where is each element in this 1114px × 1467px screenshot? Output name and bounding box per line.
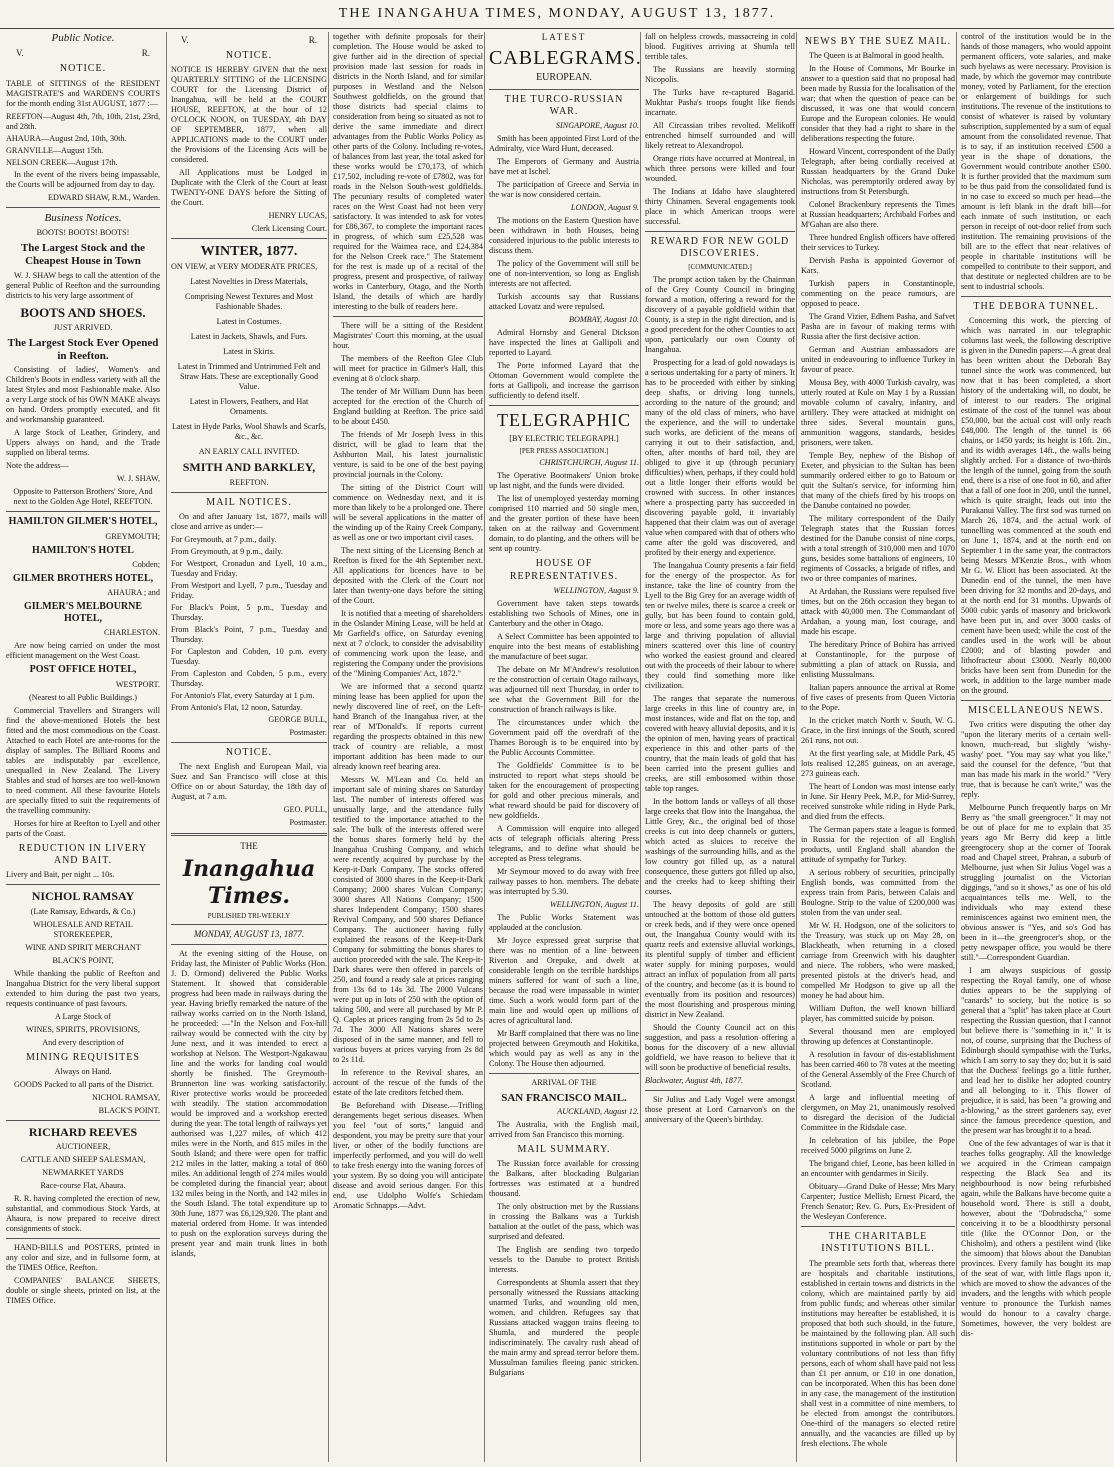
- press-assoc: [PER PRESS ASSOCIATION.]: [519, 446, 609, 455]
- reward-para: The prompt action taken by the Chairman of the Grey County Council in bringing forward a motion, offering a reward for the discovery of a payable goldfield within that County, is a step in the right direction, and is a good precedent for the other Counties to act upon, particularly our own County of Inangahua.: [645, 274, 795, 354]
- bull-title: Postmaster.: [289, 728, 327, 738]
- travellers-text: Commercial Travellers and Strangers will find the above-mentioned Hotels the best fitted and the most commodious on the Coast. Attached to each Hotel are ante-rooms for the display of samples. The Billiard Rooms and tables are indisputably par excellence, unequalled in New Zealand. The Livery Stables and stud of horses are too well-known to need comment. All these favourite Hotels are specially fitted to suit the requirements of the travelling community.: [6, 705, 160, 815]
- reeves-text: R. R. having completed the erection of new, substantial, and commodious Stock Yards, at Ahaura, is now prepared to receive direct consignments of stock.: [6, 1194, 160, 1234]
- divider: [171, 924, 327, 925]
- hotel-melbourne-loc: CHARLESTON.: [103, 628, 160, 638]
- news-item: Admiral Hornsby and General Dickson have inspected the lines at Gallipoli and reported to Layard.: [489, 327, 639, 357]
- winter-item: Latest in Hyde Parks, Wool Shawls and Scarfs, &c., &c.: [171, 422, 327, 442]
- cablegrams-heading: CABLEGRAMS.: [489, 46, 642, 69]
- divider: [6, 1120, 160, 1121]
- news-item: A Select Committee has been appointed to enquire into the best means of establishing the manufacture of beet sugar.: [489, 631, 639, 661]
- sitting-item: NELSON CREEK—August 17th.: [6, 157, 118, 167]
- news-item: The only obstruction met by the Russians in crossing the Balkans was a Turkish battalion at the outlet of the pass, which was surprised and defeated.: [489, 1202, 639, 1242]
- pull-signature: GEO. PULL,: [283, 805, 327, 815]
- post-office-note: (Nearest to all Public Buildings.): [28, 692, 137, 702]
- winter-item: Latest in Skirts.: [223, 347, 275, 357]
- turco-heading: THE TURCO-RUSSIAN WAR.: [504, 93, 624, 117]
- winter-item: Comprising Newest Textures and Most Fashionable Shades.: [185, 292, 313, 312]
- news-item: Mr Seymour moved to do away with free railway passes to hon. members. The debate was interrupted by 5.30.: [489, 866, 639, 896]
- date-line: MONDAY, AUGUST 13, 1877.: [193, 929, 305, 940]
- news-item: The Emperors of Germany and Austria have met at Ischel.: [489, 156, 639, 176]
- nichol-trade2: WINE AND SPIRIT MERCHANT: [25, 942, 141, 952]
- news-item: Smith has been appointed First Lord of the Admiralty, vice Ward Hunt, deceased.: [489, 133, 639, 153]
- large-stock-of: A Large Stock of: [54, 1011, 111, 1021]
- cipher-v: V.: [16, 48, 24, 59]
- news-item: The brigand chief, Leone, has been killed in an encounter with gendarmes in Sicily.: [801, 1159, 955, 1179]
- largest-opened: The Largest Stock Ever Opened in Reefton.: [7, 336, 159, 363]
- winter-item: Latest in Flowers, Feathers, and Hat Ornaments.: [189, 397, 309, 417]
- local-item: It is notified that a meeting of shareholders in the Oslander Mining Lease, will be held at Mr Garfield's office, on Saturday evening next at 7 o'clock, to consider the advisability of commencing work upon the lease, and registering the Company under the provisions of the "Mining Companies' Act, 1872.": [333, 609, 483, 678]
- divider: [171, 238, 327, 239]
- mail-item: From Antonio's Flat, 12 noon, Saturday.: [171, 703, 303, 713]
- winter-item: Latest in Jackets, Shawls, and Furs.: [190, 332, 308, 342]
- divider: [171, 833, 327, 836]
- column-2: [166, 32, 331, 1462]
- nichol-point: BLACK'S POINT,: [52, 955, 114, 965]
- column-3: [328, 32, 487, 1462]
- news-item: The military correspondent of the Daily Telegraph states that the Russian forces destined for the Danube consist of nine corps, with a total strength of 310,000 men and 1070 guns, besides some battalions of engineers, 10 regiments of Cossacks, a brigade of rifles, and two or three companies of marines.: [801, 514, 955, 584]
- divider: [6, 1238, 160, 1239]
- winter-item: Latest in Trimmed and Untrimmed Felt and Straw Hats. These are exceptionally Good Value.: [177, 362, 321, 392]
- editorial: At the evening sitting of the House, on Friday last, the Minister of Public Works (Hon. J. D. Ormond) delivered the Public Works Statement. It showed that considerable progress had been made in railways during the year. Having briefly remarked the nature of the railway works carried on in the North Island, he proceeded: —"In the Nelson and Fox-hill railway would be connected with the city by June next, and it was intended to erect a workshop at Nelson. The Westport-Ngakawau line and the works for landing coal would shortly be finished. The Greymouth-Brunnerton line was working satisfactorily. River protective works would be proceeded with steadily. The station accommodation would be improved and a workshop erected during the year. The total length of railways yet authorised was 1,227 miles, of which 412 miles were in the North, and 815 miles in the South Island; and there were open for traffic 212 miles in the latter, making a total of 860 miles. An additional length of 274 miles would be completed during the financial year; about 132 miles being in the North, and 142 miles in the South Island. The total expenditure up to 30th June, 1877 was £6,129,920. The plant and material ordered from Home. It was intended to push on the exploration surveys during the present year and main trunk lines in both islands,: [171, 949, 327, 1259]
- licensing-notice: NOTICE IS HEREBY GIVEN that the next QUARTERLY SITTING of the LICENSING COURT for the Licensing District of Inangahua, will be held at the COURT HOUSE, REEFTON, at the hour of 12 O'CLOCK NOON, on TUESDAY, 4th DAY OF SEPTEMBER, 1877, when all APPLICATIONS made to the COURT under the Provisions of the Licensing Acts will be considered.: [171, 65, 327, 165]
- divider: [489, 1073, 639, 1074]
- nichol-signature: NICHOL RAMSAY,: [92, 1092, 160, 1102]
- nichol-trade: WHOLESALE AND RETAIL STOREKEEPER,: [33, 919, 133, 939]
- column-1: [6, 32, 164, 1462]
- news-item: A Commission will enquire into alleged acts of telegraph officials altering Press telegrams, and to define what should be accepted as Press telegrams.: [489, 823, 639, 863]
- news-item: A large and influential meeting of clergymen, on May 21, unanimously resolved to disregard the decision of the Judicial Committee in the Ridsdale case.: [801, 1093, 955, 1133]
- local-item: In reference to the Revival shares, an account of the rescue of the funds of the estate of the late creditors fetched them.: [333, 1068, 483, 1097]
- section-business: Business Notices.: [44, 211, 122, 224]
- shaw-address: Opposite to Patterson Brothers' Store, And next to the Golden Age Hotel, REEFTON.: [13, 487, 153, 507]
- news-item: The Grand Vizier, Edhem Pasha, and Safvet Pasha are in favour of making terms with Russia after the first decisive action.: [801, 312, 955, 342]
- news-item: Mousa Bey, with 4000 Turkish cavalry, was utterly routed at Kule on May 1 by a Russian movable column of cavalry, infantry, and artillery. They were attacked at midnight on three sides. Several mountain guns, ammunition waggons, standards, besides prisoners, were taken.: [801, 378, 955, 448]
- column-4: [484, 32, 643, 1462]
- news-item: Mr Joyce expressed great surprise that there was no mention of a line between Riverton and Orepuke, and dwelt at considerable length on the terrible hardships miners suffered for want of such a line, because the road were impassable in winter time. Such a work would form part of the main line and would open up millions of acres of agricultural land.: [489, 935, 639, 1025]
- news-item: A resolution in favour of dis-establishment has been carried 460 to 78 votes at the meeting of the General Assembly of the Free Church of Scotland.: [801, 1050, 955, 1090]
- mail-item: For Antonio's Flat, every Saturday at 1 p.m.: [171, 691, 315, 701]
- divider: [6, 207, 160, 208]
- every-desc: And every description of: [42, 1037, 124, 1047]
- news-item: William Dufton, the well known billiard player, has committed suicide by poison.: [801, 1004, 955, 1024]
- nichol-late: (Late Ramsay, Edwards, & Co.): [30, 906, 136, 916]
- always-hand: Always on Hand.: [54, 1066, 112, 1076]
- misc-item: One of the few advantages of war is that it teaches folks geography. All the knowledge we acquired in the Crimean campaign respecting the Black Sea and its neighbourhood is now being refurbished again, while the Balkans have become quite a household word. There is still a doubt, however, about the "Dobrudscha," some conceiving it to be a bloodthirsty personal title (like the O'Connor Don, or the Chisholm), and others a pestilent wind (like the simoom) that blows about the Danubian provinces. Every family has bought its map of the seat of war, with little flags upon it, which are moved to show the advances of the invaders, and the lengths with which people venture to pronounce the Turkish names would do honour to a cavalry charge. Sometimes, however, the very boldest are dis-: [961, 1139, 1111, 1339]
- news-item: Several thousand men are employed throwing up defences at Constantinople.: [801, 1027, 955, 1047]
- livery-reduction: REDUCTION IN LIVERY AND BAIT.: [18, 842, 148, 866]
- news-item: Obituary—Grand Duke of Hesse; Mrs Mary Carpenter; Justice Mellish; Ernest Picard, the French Senator; Rev. G. Purs, Ex-President of the Wesleyan Conference.: [801, 1182, 955, 1222]
- news-item: At Ardahan, the Russians were repulsed five times, but on the 26th occasion they began to attack with 40,000 men. The Commandant of Ardahan, a young man, lost courage, and made his escape.: [801, 587, 955, 637]
- column-6: [796, 32, 959, 1462]
- nichol-text: While thanking the public of Reefton and Inangahua District for the very liberal support extended to him during the past two years, requests continuance of past favours.: [6, 968, 160, 1008]
- columns: [6, 32, 1110, 1462]
- divider: [961, 296, 1111, 297]
- lucas-title: Clerk Licensing Court.: [251, 224, 327, 234]
- european-heading: EUROPEAN.: [536, 72, 592, 84]
- divider: [171, 742, 327, 743]
- royal-cipher: [16, 48, 150, 59]
- divider: [801, 1226, 955, 1227]
- editorial-cont: together with definite proposals for their completion. The House would be asked to give further aid in the direction of special provision made last session for roads in districts in the North Island, and for similar purposes in Westland and the Nelson Southwest goldfields, on the ground that those districts had special claims to consideration from being so situated as not to derive the same immediate and direct advantages from the Public Works Policy as other parts of the Colony. Including re-votes, of balances from last year, the total asked for these works would be £70,173, of which £17,502, including re-vote of £7802, was for roads in the Nelson South-west goldfields. The pecuniary results of completed water races on the West Coast had not been very satisfactory. It was intended to ask for votes for £86,367, to complete the important races in progress, of which sum £25,528 was required for the Waimea race, and £24,384 for the Nelson Creek race." The Statement for the rest is made up of a recital of the progress, present and prospective, of railway works in Canterbury, Otago, and the North Island, the details of which are hardly interesting to the bulk of readers here.: [333, 32, 483, 311]
- post-office-hotel: POST OFFICE HOTEL,: [29, 664, 137, 676]
- news-item: The heart of London was most intense early in June. Sir Henry Peek, M.P., for Mid-Surrey, received sunstroke while riding in Hyde Park, and died from the effects.: [801, 782, 955, 822]
- local-item: We are informed that a second quartz mining lease has been applied for upon the newly discovered line of reef, on the Left-hand Branch of the Inangahua river, at the rear of M'Donald's. If reports current regarding the prospects obtained in this new track of country are reliable, a most important addition has been made to our already known reef bearing area.: [333, 682, 483, 771]
- mail-item: From Capleston and Cobden, 5 p.m., every Thursday.: [171, 669, 327, 689]
- address-note: Note the address—: [6, 461, 69, 471]
- mail-item: From Westport and Lyell, 7 p.m., Tuesday and Friday.: [171, 581, 327, 601]
- mail-text: On and after January 1st, 1877, mails will close and arrive as under:—: [171, 512, 327, 532]
- sf-mail-heading: SAN FRANCISCO MAIL.: [501, 1091, 627, 1104]
- dateline: SINGAPORE, August 10.: [555, 120, 639, 130]
- news-item: Howard Vincent, correspondent of the Daily Telegraph, after being cordially received at Russian headquarters by the Grand Duke Nicholas, was peremptorily ordered away by instructions from St Petersburgh.: [801, 147, 955, 197]
- communicated-label: [COMMUNICATED.]: [688, 263, 752, 272]
- news-item: Turkish accounts say that Russians attacked Lovatz and were repulsed.: [489, 291, 639, 311]
- news-item: At the first yearling sale, at Middle Park, 45 lots realised 12,285 guineas, on an average, 273 guineas each.: [801, 749, 955, 779]
- dateline: BOMBAY, August 10.: [568, 314, 639, 324]
- mail-item: From Greymouth, at 9 p.m., daily.: [171, 547, 283, 557]
- hotel-hamilton2-loc: Cobden;: [132, 559, 160, 569]
- news-item: The participation of Greece and Servia in the war is now considered certain.: [489, 179, 639, 199]
- sittings-list: [6, 112, 160, 168]
- by-electric: [BY ELECTRIC TELEGRAPH.]: [509, 433, 619, 443]
- news-item: A serious robbery of securities, principally English bonds, was committed from the express train from Paris, between Calais and Boulogne. Strip to the value of £200,000 was stolen from the van under seal.: [801, 868, 955, 918]
- divider: [961, 700, 1111, 701]
- divider: [333, 316, 483, 317]
- mail-item: For Black's Point, 5 p.m., Tuesday and Thursday.: [171, 603, 327, 623]
- reeves-trade2: CATTLE AND SHEEP SALESMAN,: [20, 1155, 146, 1165]
- news-item: The Porte informed Layard that the Ottoman Government would complete the forts at Gallipoli, and increase the garrison sufficiently to defend itself.: [489, 360, 639, 400]
- hotel-gilmer-loc: AHAURA ; and: [107, 588, 160, 598]
- boots-cry: BOOTS! BOOTS! BOOTS!: [36, 227, 130, 237]
- reward-para: The Inangahua County presents a fair field for the energy of the prospector. As for instance, take the line of country from the Lyell to the Big Grey for an average width of ten or twelve miles, there is scarce a creek or gully, but has been found to contain gold, more or less, and some years ago there was a large and thriving population of alluvial miners scattered over this line of country who worked the easiest ground and cleared out with the proceeds of their labour to where they could find something more like civilization.: [645, 560, 795, 690]
- news-item: The Russians are heavily storming Nicopolis.: [645, 65, 795, 84]
- divider: [489, 405, 639, 406]
- cipher-r: R.: [141, 48, 150, 59]
- charitable-cont: control of the institution would be in the hands of those managers, who would appoint permanent officers, vote salaries, and make such byelaws as were necessary. Provision is made, by which the governor may contribute money, voted by Parliament, for the erection or enlargement of buildings for such institutions. The revenue of the institutions to consist of whatever is raised by voluntary subscription, supplemented by a sum of equal amount from the consolidated revenue. That is to say, if an institution received £500 a year in the shape of donations, the Government would contribute another £500. It is further provided that the maximum sum to be thus paid from the consolidated fund is in no case to exceed so much per head—the amount is left blank in the draft bill—for each inmate of such institution, or each person in receipt of out-door relief from such institution. The remaining provisions of the bill are to the effect that near relatives of people in charitable institutions will be compelled to contribute to their support, and that destitute or neglected children are to be sent to industrial schools.: [961, 32, 1111, 291]
- winter-item: Latest in Costumes.: [216, 317, 282, 327]
- suez-heading: NEWS BY THE SUEZ MAIL.: [804, 36, 952, 47]
- news-item: The Operative Bootmakers' Union broke up last night, and the funds were divided.: [489, 471, 639, 491]
- news-item: All Circassian tribes revolted. Melikoff entrenched himself surrounded and will likely retreat to Alexandropol.: [645, 121, 795, 150]
- news-item: Mr W. H. Hodgson, one of the solicitors to the Treasury, was stuck up on May 28, on Blackheath, when returning in a closed carriage from Greenwich with his daughter and niece. The robbers, who were masked, presented pistols at the driver's head, and compelled Mr Hodgson to give up all the money he had about him.: [801, 921, 955, 1001]
- hotels-text: Are now being carried on under the most efficient management on the West Coast.: [6, 641, 160, 661]
- news-item: The German papers state a league is formed in Russia for the rejection of all English products, until England shall abandon the attitude of sympathy for Turkey.: [801, 825, 955, 865]
- cipher-v: V.: [181, 35, 189, 45]
- smith-loc: REEFTON.: [229, 477, 269, 487]
- news-item: fall on helpless crowds, massacreing in cold blood. Fugitives arriving at Shumla tell terrible tales.: [645, 32, 795, 61]
- sitting-item: REEFTON—August 4th, 7th, 10th, 21st, 23rd, and 28th.: [6, 111, 160, 131]
- news-item: The circumstances under which the Government paid off the overdraft of the Thames Borough is to be enquired into by the Public Accounts Committee.: [489, 717, 639, 757]
- news-item: Temple Bey, nephew of the Bishop of Exeter, and physician to the Sultan has been summarily ordered either to go to Batoum or quit the Sultan's service, for informing him that many of the chiefs fired by his troops on the Danube contained no powder.: [801, 451, 955, 511]
- divider: [6, 511, 160, 512]
- smith-barkley: SMITH AND BARKLEY,: [182, 460, 316, 475]
- largest-stock: The Largest Stock and the Cheapest House in Town: [20, 241, 146, 268]
- divider: [171, 944, 327, 945]
- news-item: The Goldfields' Committee is to be instructed to report what steps should be taken for the encouragement of prospecting for gold and other precious minerals, and what reward should be paid for discovery of new goldfields.: [489, 760, 639, 820]
- sitting-item: GRANVILLE—August 15th.: [6, 145, 104, 155]
- local-item: The sitting of the District Court will commence on Wednesday next, and it is more than likely to be a prolonged one. There will be several applications in the matter of the winding up of the Rainy Creek Company, as well as one or two important civil cases.: [333, 483, 483, 542]
- event-text: In the event of the rivers being impassable, the Courts will be adjourned from day to day.: [6, 169, 160, 189]
- reeves-yards: NEWMARKET YARDS: [42, 1168, 124, 1178]
- news-item: The Queen is at Balmoral in good health.: [809, 51, 945, 61]
- nichol-signature2: BLACK'S POINT.: [98, 1105, 160, 1115]
- news-item: The Public Works Statement was applauded at the conclusion.: [489, 912, 639, 932]
- royal-cipher: [181, 35, 317, 46]
- news-item: Turkish papers in Constantinople, commenting on the peace rumours, are opposed to peace.: [801, 279, 955, 309]
- wines-line: WINES, SPIRITS, PROVISIONS,: [26, 1024, 140, 1034]
- news-item: Dervish Pasha is appointed Governor of Kars.: [801, 256, 955, 276]
- consisting-text: Consisting of ladies', Women's and Children's Boots in endless variety with all the latest Styles and most Fashionable make. Also a very Large stock of his OWN MAKE always on hand. Orders promptly executed, and fit and workmanship guaranteed.: [6, 365, 160, 425]
- misc-heading: MISCELLANEOUS NEWS.: [968, 705, 1104, 717]
- debora-heading: THE DEBORA TUNNEL.: [973, 301, 1099, 312]
- local-item: The next sitting of the Licensing Bench at Reefton is fixed for the 4th September next. All applications for licences have to be deposited with the Clerk of the Court not later than twenty-one days before the sitting of the Court.: [333, 546, 483, 605]
- divider: [6, 884, 160, 885]
- hotel-hamilton: HAMILTON GILMER'S HOTEL,: [8, 516, 158, 528]
- published-line: PUBLISHED TRI-WEEKLY: [207, 911, 291, 920]
- mail-item: For Capleston and Cobden, 10 p.m. every Tuesday.: [171, 647, 327, 667]
- mail-summary-heading: MAIL SUMMARY.: [517, 1144, 611, 1156]
- goods-packed: GOODS Packed to all parts of the District.: [14, 1079, 155, 1089]
- mail-item: For Westport, Cronadun and Lyell, 10 a.m., Tuesday and Friday.: [171, 559, 327, 579]
- reps-heading: HOUSE OF REPRESENTATIVES.: [509, 558, 619, 582]
- signature: EDWARD SHAW, R.M., Warden.: [48, 192, 160, 202]
- news-item: Sir Julius and Lady Vogel were amongst those present at Lord Carnarvon's on the anniversary of the Queen's birthday.: [645, 1094, 795, 1124]
- horses-text: Horses for hire at Reefton to Lyell and other parts of the Coast.: [6, 818, 160, 838]
- local-item: Messrs W. M'Lean and Co. held an important sale of mining shares on Saturday last. The number of interests offered was unusually large, and the attendance fully testified to the importance attached to the sale. The bulk of the interests offered were the bonus shares formerly held by the Inangahua Crushing Company, and which were recently acquired by purchase by the Keep-it-Dark Company. The stocks offered consisted of 3000 shares in the Keep-it-Dark Company; 2000 shares Vulcan Company; 3000 shares All Nations Company; 1500 shares Independent Company; 1500 shares Revival Company, and 500 shares Defiance Company. The auctioneer having fully explained the reasons of the Keep-it-Dark Company for submitting the bonus shares to auction proceeded with the sale. The Keep-it-Dark shares were then offered in parcels of 250, and found a ready sale at prices ranging from 13s 6d to 14s 3d. The 2000 Vulcans were put up in lots of 250 with the option of taking 500, and were all purchased by Mr P. Q. Caples at prices ranging from 2s 5d to 2s 7d. The 3000 All Nations shares were disposed of in the same manner, and fell to various buyers at prices varying from 2s 8d to 2s 11d.: [333, 775, 483, 1064]
- shaw-text: W. J. SHAW begs to call the attention of the general Public of Reefton and the surrounding districts to his very large assortment of: [6, 270, 160, 300]
- local-item: There will be a sitting of the Resident Magistrates' Court this morning, at the usual hour.: [333, 321, 483, 350]
- dateline: WELLINGTON, August 9.: [553, 585, 639, 595]
- divider: [489, 89, 639, 90]
- masthead: THE INANGAHUA TIMES, MONDAY, AUGUST 13, 1877.: [0, 0, 1114, 29]
- paper-title: Inangahua Times.: [182, 856, 316, 910]
- local-item: The members of the Reefton Glee Club will meet for practice in Gilmer's Hall, this evening at 8 o'clock sharp.: [333, 354, 483, 383]
- dateline: AUCKLAND, August 12.: [557, 1107, 639, 1117]
- news-item: In celebration of his jubilee, the Pope received 5000 pilgrims on June 2.: [801, 1136, 955, 1156]
- news-item: Government have taken steps towards establishing two Schools of Mines, one in Canterbury and the other in Otago.: [489, 598, 639, 628]
- hotel-melbourne: GILMER'S MELBOURNE HOTEL,: [23, 601, 143, 625]
- notice2-title: NOTICE.: [225, 747, 273, 759]
- reeves-name: RICHARD REEVES: [28, 1124, 138, 1139]
- notice-title: NOTICE.: [225, 49, 273, 61]
- hotel-hamilton-loc: GREYMOUTH;: [105, 531, 160, 541]
- post-office-loc: WESTPORT.: [115, 679, 160, 689]
- shaw-signature: W. J. SHAW,: [116, 474, 160, 484]
- dateline: WELLINGTON, August 11.: [549, 899, 639, 909]
- misc-item: Melbourne Punch frequently harps on Mr Berry as "the small greengrocer." It may not be out of place for me to explain that 35 years ago Mr Berry did keep a little greengrocery shop at the corner of Toorak road and Chapel street, Prahran, a suburb of Melbourne, just when Sir Julius Vogel was a struggling journalist on the Victorian diggings, "and so it shows," as one of his old acquaintances tells me. Well, to the individuals who may extend these reminiscences against two eminent men, the obvious answer is "Yes, and so's God has been in it—the greengrocer's shop, or the petty newspaper office, you would be there still."—Correspondent Guardian.: [961, 803, 1111, 963]
- winter-view: ON VIEW, at VERY MODERATE PRICES,: [171, 262, 318, 272]
- divider: [645, 1090, 795, 1091]
- mail-notices-title: MAIL NOTICES.: [206, 496, 292, 508]
- reeves-trade: AUCTIONEER,: [55, 1142, 111, 1152]
- reward-para: Prospecting for a lead of gold nowadays is a serious undertaking for a party of miners. It has to be proceeded with either by sinking deep shafts, or driving long tunnels, according to the nature of the ground; and many of the old class of miners, who have the experience, and the will to undertake such works, are deficient of the means of carrying it out to their satisfaction, and, often, after months of hard toil, they are obliged to give it up (through pecuniary difficulties) when, perhaps, if they could hold out a little longer their efforts would be crowned with success. In other instances where a prospecting party has succeeded in discovering payable gold, it invariably happened that their claim was out of average value when compared with that of others who came after the gold was discovered, and profited by their energy and experience.: [645, 357, 795, 557]
- pull-title: Postmaster.: [289, 818, 327, 828]
- handbills-ad: HAND-BILLS and POSTERS, printed in any color and size, and in fullsome form, at the TIMES Office, Reefton.: [6, 1243, 160, 1273]
- local-item: The tender of Mr William Dunn has been accepted for the erection of the Church of England building at Reefton. The price said to be about £450.: [333, 387, 483, 426]
- hotel-hamilton2: HAMILTON'S HOTEL: [32, 544, 134, 556]
- just-arrived: JUST ARRIVED.: [53, 322, 113, 332]
- reward-para: The ranges that separate the numerous large creeks in this line of country are, in most instances, wide and flat on the top, and covered with heavy alluvial deposits, and it is the opinion of men, having years of practical experience in this and other parts of the country, that the main leads of gold that has been carried into the present gullies and creeks, are still embosomed within those table top ranges.: [645, 693, 795, 793]
- early-call: AN EARLY CALL INVITED.: [198, 447, 300, 457]
- news-item: The Turks have re-captured Bagarid. Mukhtar Pasha's troops fought like fiends incarnate.: [645, 88, 795, 117]
- news-item: The debate on Mr M'Andrew's resolution re the construction of certain Otago railways, was adjourned till next Thursday, in order to see what the Government Bill for the construction of branch railways is like.: [489, 664, 639, 714]
- local-item: The friends of Mr Joseph Ivess in this district, will be glad to learn that the Ashburton Mail, his latest journalistic venture, is said to be one of the best paying provincial journals in the Colony.: [333, 430, 483, 479]
- reward-para: In the bottom lands or valleys of all those large creeks that flow into the Inangahua, the Little Grey, &c., the original bed of those creeks is cut into deep channels or gutters, which acted as sluices to receive the washings of the surrounding hills, and as the low country got filled up, as a natural consequence, these gutters got filled up also, and the creeks had to keep shifting their courses.: [645, 796, 795, 896]
- reeves-loc: Race-course Flat, Ahaura.: [40, 1181, 126, 1191]
- news-item: Italian papers announce the arrival at Rome of five cases of presents from Queen Victoria to the Pope.: [801, 683, 955, 713]
- balance-sheets-ad: COMPANIES' BALANCE SHEETS, double or single sheets, printed on list, at the TIMES Office.: [6, 1276, 160, 1306]
- divider: [171, 492, 327, 493]
- charitable-para: The preamble sets forth that, whereas there are hospitals and charitable institutions, established in certain towns and districts in the colony, which are maintained partly by aid from public funds; and whereas other similar institutions may hereafter be established, it is proposed that both such should, in the future, be maintained by the following plan. All such institutions supported in whole or part by the voluntary contributions of not less than fifty persons, each of whom shall have paid not less than £1 per annum, or £10 in one donation, can be incorporated. When this has been done in any case, the management of the institution shall vest in a committee of nine members, to be elected from amongst the contributors. One-third of the managers so elected retire annually, and the vacancies are filled up by fresh elections. The whole: [801, 1258, 955, 1448]
- mail-item: For Greymouth, at 7 p.m., daily.: [171, 535, 277, 545]
- reward-signoff: Blackwater, August 4th, 1877.: [645, 1075, 744, 1085]
- news-item: In the cricket match North v. South, W. G. Grace, in the first innings of the South, scored 261 runs, not out.: [801, 716, 955, 746]
- dateline: CHRISTCHURCH, August 11.: [539, 458, 639, 468]
- cobbler-text: A large Stock of Leather, Grindery, and Uppers always on hand, and the Trade supplied on liberal terms.: [6, 428, 160, 458]
- news-item: Orange riots have occurred at Montreal, in which three persons were killed and four wounded.: [645, 154, 795, 183]
- news-item: In the House of Commons, Mr Bourke in answer to a question said that no proposal had been made by Russia for the localisation of the war; that when the question of peace can be discussed, it was one that would concern Europe and the European colonies. He would consider that they had a right to share in the deliberations respecting the future.: [801, 64, 955, 144]
- arrival-heading: ARRIVAL OF THE: [531, 1077, 597, 1087]
- telegraphic-heading: TELEGRAPHIC: [497, 409, 631, 430]
- news-item: The Australia, with the English mail, arrived from San Francisco this morning.: [489, 1120, 639, 1140]
- news-item: Correspondents at Shumla assert that they personally witnessed the Russians attacking unarmed Turks, and wounding old men, women, and children. Refugees say that Russians attacked waggon trains fleeing to Shumla, and murdered the people indiscriminately. The cavalry rush ahead of the main army and spread terror before them. Mussulman families fleeing panic stricken. Bulgarians: [489, 1278, 639, 1378]
- notice-body: TABLE of SITTINGS of the RESIDENT MAGISTRATE'S and WARDEN'S COURTS for the month ending 31st AUGUST, 1877 :—: [6, 78, 160, 108]
- misc-item: I am always suspicious of gossip respecting the Royal family, one of whose duties appears to be the supplying of "canards" to society, but the notice is so general that a "split" has taken place at Court respecting the Russian question, that I cannot but believe there is "something in it." It is not, of course, surprising that the Duchess of Edinburgh should sympathise with the Turks, which I am sorry to say they do; but it is said that the Duchess' feelings go a little further, and lead her to dislike her adopted country and all belonging to it. This flower of prejudice, it is said, has been "a growing and a-blowing," as the street gardeners say, ever since the famous precedence question, and the present war has brought it to a head.: [961, 966, 1111, 1136]
- news-item: The list of unemployed yesterday morning comprised 110 married and 50 single men, and the greater portion of these have been taken on at the railway and Government domain, to do planting, and the others will be sent up country.: [489, 494, 639, 554]
- divider: [645, 231, 795, 232]
- advert-schnapps: Be Beforehand with Disease.—Trifling derangements beget serious diseases. When you feel "out of sorts," languid and despondent, you may be pretty sure that your liver, or other of the bodily functions are imperfectly performed, and you will do well to take fresh energy into the waning forces of your system. By so doing you will anticipate disease and avoid serious danger. For this end, use Udolpho Wolfe's Schiedam Aromatic Schnapps.—Advt.: [333, 1101, 483, 1210]
- mining-requisites: MINING REQUISITES: [26, 1051, 140, 1063]
- debora-para: Concerning this work, the piercing of which was narrated in our telegraphic columns last week, the following descriptive is given in the Dunedin papers:—A great deal has been written about the Deborah Bay tunnel since the work was commenced, but now that it has been completed, a short history of the undertaking will, no doubt, be of interest to our readers. The original estimate of the cost of the tunnel was about £50,000, but the actual cost will only reach £48,000. The length of the tunnel is 66 chains, or 1450 yards; its height is 16ft. 2in., and its width averages 14ft., the walls being slightly arched. For a distance of two-thirds the length of the tunnel, going from the south end, there is a rise of one foot in 60, and after that a fall of one foot in 200, until the tunnel, which is quite straight, leads out into the Purakanui Valley. The first sod was turned on March 26, 1874, and the actual work of tunnelling was commenced at the south end on June 1, 1874, and at the north end on September 1 in the same year, the contractors being Messrs M'Kenzie Bros., with whom Mr G. W. Eliott has been associated. At the Dunedin end of the tunnel, the men have been driving for 32 months and 20-days, and at the north end for 31 months. Upwards of 5000 cubic yards of masonry and brickwork have been put in, and over 3000 casks of cement have been used; while the cost of the candles used in the work will be about £2000; and of blasting powder and lithofracteur about £3000. Nearly 80,000 bricks have been sent from Dunedin for the work, in addition to the large number made on the ground.: [961, 316, 1111, 696]
- reward-para: Should the County Council act on this suggestion, and pass a resolution offering a bonus for the discovery of a new alluvial goldfield, we have reason to believe that it will soon be productive of beneficial results.: [645, 1022, 795, 1072]
- notice2-text: The next English and European Mail, via Suez and San Francisco will close at this Office on or about Saturday, the 18th day of August, at 7 a.m.: [171, 762, 327, 802]
- charitable-heading: THE CHARITABLE INSTITUTIONS BILL.: [821, 1231, 935, 1255]
- licensing-notice2: All Applications must be Lodged in Duplicate with the Clerk of the Court at least TWENTY-ONE DAYS before the Sitting of the Court.: [171, 168, 327, 208]
- sitting-item: AHAURA—August 2nd, 10th, 30th.: [6, 133, 127, 143]
- news-item: The hereditary Prince of Bohira has arrived at Constantinople, for the purpose of submitting a plan of attack on Russia, and enlisting Mussulmans.: [801, 640, 955, 680]
- news-item: Colonel Brackenbury represents the Times at Russian headquarters; Archibald Forbes and M'Gahan are also there.: [801, 200, 955, 230]
- mail-item: From Black's Point, 7 p.m., Tuesday and Thursday.: [171, 625, 327, 645]
- boots-shoes: BOOTS AND SHOES.: [20, 304, 146, 320]
- reward-para: The heavy deposits of gold are still untouched at the bottom of those old gutters or creek beds, and if they were once opened out, the Inangahua County would with its quartz reefs and extensive alluvial workings, its plentiful supply of timber and efficient water supply for mining purposes, would attract an influx of population from all parts of the country, and become (as it is bound to eventually from its position and resources) the most flourishing and prosperous mining district in New Zealand.: [645, 899, 795, 1019]
- news-item: The motions on the Eastern Question have been withdrawn in both Houses, being considered injurious to the public interests to discuss them.: [489, 215, 639, 255]
- news-item: The English are sending two torpedo vessels to the Danube to protect British interests.: [489, 1245, 639, 1275]
- news-item: German and Austrian ambassadors are united in endeavouring to influence Turkey in favour of peace.: [801, 345, 955, 375]
- hotel-gilmer: GILMER BROTHERS HOTEL,: [12, 572, 154, 584]
- news-item: The Russian force available for crossing the Balkans, after blockading Bulgarian fortresses was estimated at a hundred thousand.: [489, 1159, 639, 1199]
- mail-list: [171, 535, 327, 713]
- dateline: LONDON, August 9.: [570, 202, 639, 212]
- latest-label: LATEST: [541, 32, 587, 42]
- column-7: [956, 32, 1114, 1462]
- lucas-signature: HENRY LUCAS,: [268, 211, 327, 221]
- bull-signature: GEORGE BULL,: [268, 715, 327, 725]
- misc-item: Two critics were disputing the other day "upon the literary merits of a certain well-known, much-read, but slightly 'wishy-washy' poet. "You may say what you like," said the counsel for the defence, "but that man has made his mark in the world." "Very true, that is because he can't write," was the reply.: [961, 720, 1111, 800]
- livery-rates: Livery and Bait, per night ... 10s.: [6, 869, 115, 879]
- news-item: Mr Barff complained that there was no line projected between Greymouth and Hokitika, which would pay as well as any in the Colony. The House then adjourned.: [489, 1028, 639, 1068]
- news-item: The policy of the Government will still be one of non-intervention, so long as English interests are not affected.: [489, 258, 639, 288]
- section-public-notice: Public Notice.: [51, 32, 115, 44]
- nichol-name: NICHOL RAMSAY: [31, 888, 135, 903]
- news-item: Three hundred English officers have offered their services to Turkey.: [801, 233, 955, 253]
- news-item: The Indians at Idaho have slaughtered thirty Chinamen. Several engagements took place in which American troops were successful.: [645, 187, 795, 226]
- winter-item: Latest Novelties in Dress Materials,: [190, 277, 308, 287]
- winter-heading: WINTER, 1877.: [200, 244, 298, 260]
- cipher-r: R.: [308, 35, 317, 45]
- reward-heading: REWARD FOR NEW GOLD DISCOVERIES.: [650, 236, 790, 260]
- paper-the: THE: [240, 841, 258, 852]
- column-5: [640, 32, 799, 1462]
- winter-list: [171, 277, 327, 442]
- notice-title: NOTICE.: [59, 63, 107, 75]
